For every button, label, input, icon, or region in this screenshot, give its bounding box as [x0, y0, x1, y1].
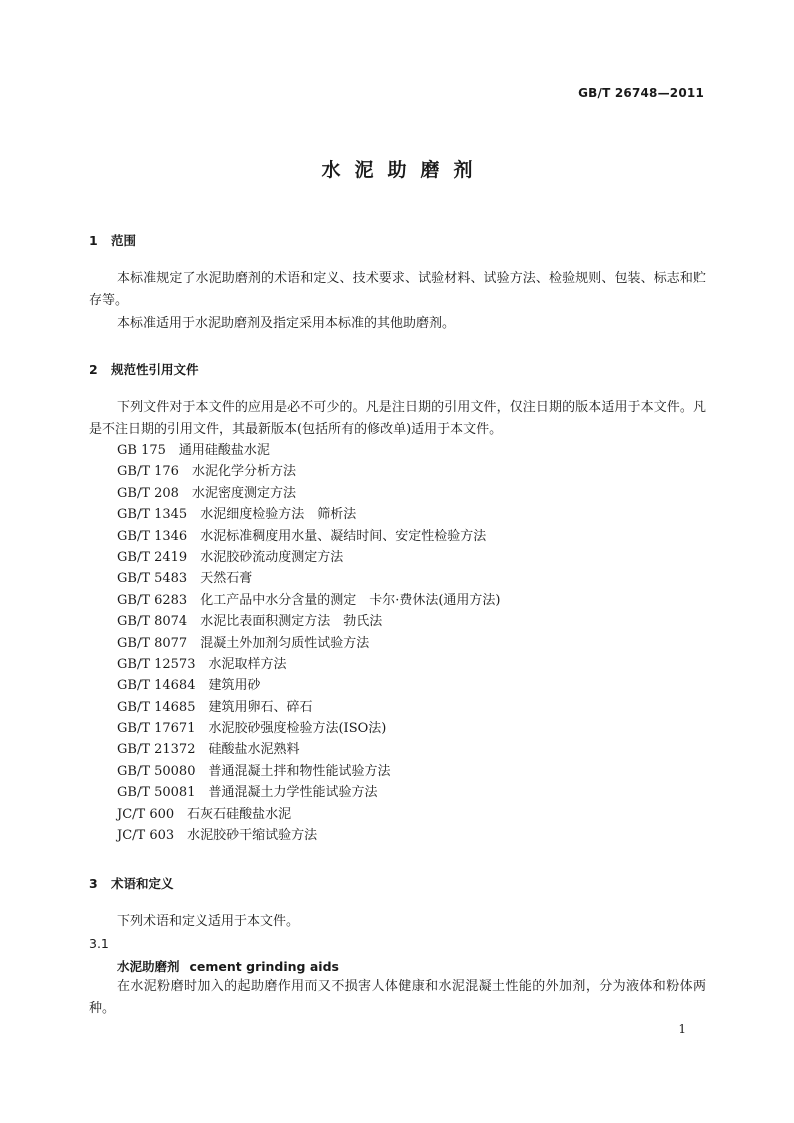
section-number: 2 — [89, 362, 98, 377]
reference-code: GB/T 8077 — [117, 635, 188, 651]
reference-code: GB/T 12573 — [117, 656, 196, 672]
reference-code: GB 175 — [117, 443, 166, 458]
reference-title: 水泥比表面积测定方法 勃氏法 — [200, 614, 383, 630]
reference-title: 水泥化学分析方法 — [191, 464, 296, 480]
reference-item — [117, 547, 501, 568]
term-heading — [117, 957, 339, 975]
references-intro-paragraph: 下列文件对于本文件的应用是必不可少的。凡是注日期的引用文件，仅注日期的版本适用于本文件。凡是不注日期的引用文件，其最新版本(包括所有的修改单)适用于本文件。 — [89, 400, 706, 437]
reference-title: 水泥标准稠度用水量、凝结时间、安定性检验方法 — [200, 528, 487, 544]
reference-title: 普通混凝土力学性能试验方法 — [208, 785, 378, 801]
reference-code: GB/T 208 — [117, 485, 179, 501]
reference-item — [117, 804, 501, 825]
reference-title: 水泥取样方法 — [208, 656, 287, 672]
reference-code: JC/T 603 — [117, 828, 175, 844]
reference-item — [117, 633, 501, 654]
reference-title: 水泥密度测定方法 — [191, 485, 296, 501]
terms-intro-paragraph: 下列术语和定义适用于本文件。 — [117, 914, 300, 929]
page-number: 1 — [678, 1022, 686, 1036]
reference-item — [117, 739, 501, 760]
section-heading-normative-references — [89, 360, 199, 378]
reference-code: GB/T 21372 — [117, 742, 196, 758]
section-heading-scope — [89, 231, 136, 249]
reference-item — [117, 825, 501, 846]
reference-list — [117, 440, 501, 846]
reference-item — [117, 461, 501, 482]
reference-item — [117, 440, 501, 461]
reference-item — [117, 568, 501, 589]
reference-item — [117, 611, 501, 632]
section-heading-text: 范围 — [111, 233, 137, 248]
reference-code: GB/T 176 — [117, 464, 179, 480]
reference-title: 水泥细度检验方法 筛析法 — [200, 507, 357, 523]
document-title: 水泥助磨剂 — [321, 159, 487, 181]
reference-code: GB/T 5483 — [117, 571, 188, 587]
section-number: 1 — [89, 233, 98, 248]
reference-code: GB/T 2419 — [117, 549, 188, 565]
standard-number: GB/T 26748—2011 — [578, 86, 704, 100]
term-english: cement grinding aids — [189, 959, 339, 974]
section-number: 3 — [89, 876, 98, 891]
reference-code: GB/T 6283 — [117, 592, 188, 608]
term-definition: 在水泥粉磨时加入的起助磨作用而又不损害人体健康和水泥混凝土性能的外加剂，分为液体和粉体两种。 — [89, 979, 706, 1016]
section-heading-terms — [89, 874, 174, 892]
clause-number: 3.1 — [89, 936, 109, 951]
scope-paragraph: 本标准适用于水泥助磨剂及指定采用本标准的其他助磨剂。 — [117, 316, 456, 331]
reference-title: 天然石膏 — [200, 571, 253, 587]
reference-item — [117, 782, 501, 803]
reference-item — [117, 654, 501, 675]
reference-title: 水泥胶砂强度检验方法(ISO法) — [208, 721, 387, 737]
reference-code: GB/T 1345 — [117, 507, 188, 523]
scope-paragraph: 本标准规定了水泥助磨剂的术语和定义、技术要求、试验材料、试验方法、检验规则、包装、标志和贮存等。 — [89, 271, 706, 308]
reference-title: 水泥胶砂流动度测定方法 — [200, 549, 344, 565]
reference-title: 化工产品中水分含量的测定 卡尔·费休法(通用方法) — [200, 592, 501, 608]
reference-title: 通用硅酸盐水泥 — [178, 443, 270, 458]
reference-code: JC/T 600 — [117, 806, 175, 822]
reference-item — [117, 590, 501, 611]
section-heading-text: 规范性引用文件 — [111, 362, 199, 377]
reference-title: 石灰石硅酸盐水泥 — [187, 806, 292, 822]
reference-title: 硅酸盐水泥熟料 — [208, 742, 300, 758]
reference-code: GB/T 8074 — [117, 614, 188, 630]
reference-item — [117, 718, 501, 739]
reference-title: 建筑用砂 — [208, 678, 261, 694]
reference-title: 混凝土外加剂匀质性试验方法 — [200, 635, 370, 651]
reference-title: 普通混凝土拌和物性能试验方法 — [208, 763, 391, 779]
term-chinese: 水泥助磨剂 — [117, 959, 180, 974]
reference-item — [117, 697, 501, 718]
reference-item — [117, 504, 501, 525]
reference-code: GB/T 14685 — [117, 699, 196, 715]
reference-code: GB/T 17671 — [117, 721, 196, 737]
reference-title: 水泥胶砂干缩试验方法 — [187, 828, 318, 844]
reference-code: GB/T 50080 — [117, 763, 196, 779]
reference-item — [117, 483, 501, 504]
reference-item — [117, 761, 501, 782]
section-heading-text: 术语和定义 — [111, 876, 174, 891]
reference-code: GB/T 1346 — [117, 528, 188, 544]
reference-item — [117, 526, 501, 547]
reference-title: 建筑用卵石、碎石 — [208, 699, 313, 715]
reference-item — [117, 675, 501, 696]
reference-code: GB/T 14684 — [117, 678, 196, 694]
reference-code: GB/T 50081 — [117, 785, 196, 801]
